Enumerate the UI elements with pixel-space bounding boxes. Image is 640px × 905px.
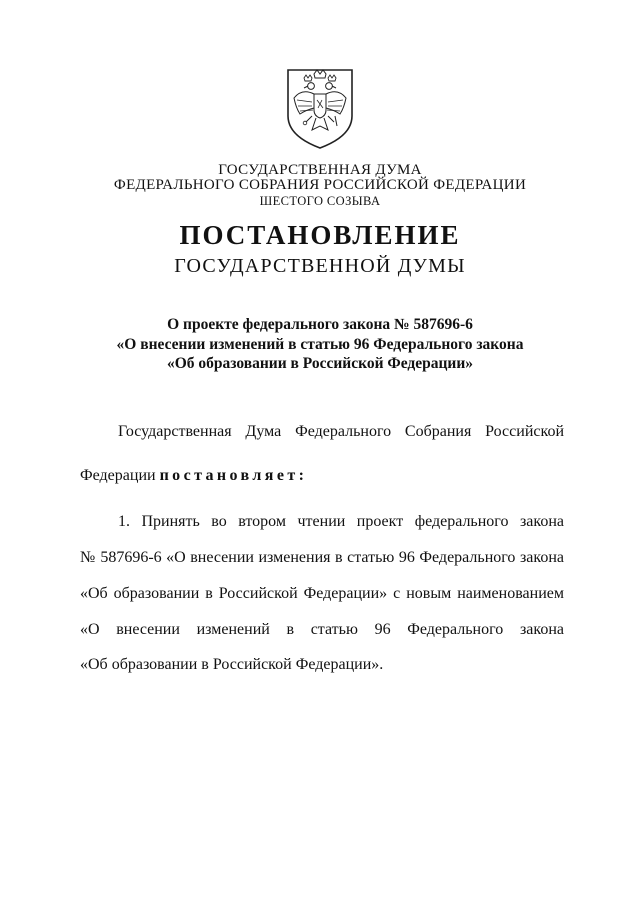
- item1-line-4: «О внесении изменений в статью 96 Федерального закона: [80, 621, 564, 638]
- preamble-text: Федерации: [80, 467, 160, 484]
- item1-line-1: 1. Принять во втором чтении проект федерального закона: [118, 513, 564, 530]
- subject-line-3: «Об образовании в Российской Федерации»: [166, 355, 474, 372]
- document-type-title: ПОСТАНОВЛЕНИЕ: [179, 220, 461, 250]
- org-line-2: ФЕДЕРАЛЬНОГО СОБРАНИЯ РОССИЙСКОЙ ФЕДЕРАЦИИ: [113, 177, 527, 193]
- subject-line-1: О проекте федерального закона № 587696-6: [167, 316, 473, 333]
- document-subtitle: ГОСУДАРСТВЕННОЙ ДУМЫ: [174, 255, 466, 277]
- resolution-verb: постановляет:: [159, 467, 308, 484]
- org-line-3: ШЕСТОГО СОЗЫВА: [259, 194, 381, 208]
- preamble-line-2: [80, 468, 564, 484]
- item1-line-3: «Об образовании в Российской Федерации» с новым наименованием: [80, 585, 564, 602]
- org-line-1: ГОСУДАРСТВЕННАЯ ДУМА: [218, 162, 422, 178]
- russian-coat-of-arms-icon: [284, 64, 356, 150]
- subject-line-2: «О внесении изменений в статью 96 Федерального закона: [116, 336, 524, 353]
- item1-line-2: № 587696-6 «О внесении изменения в статью 96 Федерального закона: [80, 549, 564, 566]
- item1-line-5: «Об образовании в Российской Федерации».: [80, 656, 384, 673]
- preamble-line-1: Государственная Дума Федерального Собрания Российской: [118, 423, 564, 440]
